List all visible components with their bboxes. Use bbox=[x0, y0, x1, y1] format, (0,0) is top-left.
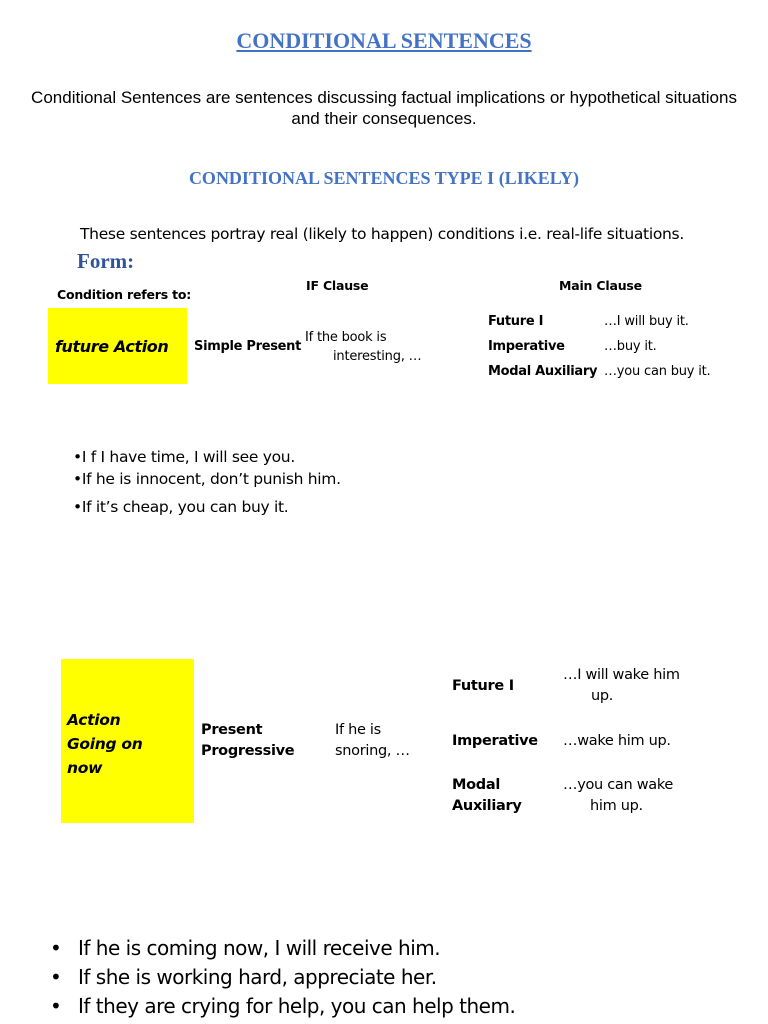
main2-value-modal: …you can wake him up. bbox=[563, 777, 674, 814]
tense-simple-present: Simple Present bbox=[194, 339, 302, 354]
tense-present-progressive: Present Progressive bbox=[201, 722, 295, 759]
main-clause-header: Main Clause bbox=[559, 278, 642, 293]
condition-box-future bbox=[48, 308, 187, 384]
example2-list bbox=[50, 934, 515, 1021]
main-value-modal: …you can buy it. bbox=[604, 364, 711, 379]
condition-action-going-on: Action Going on now bbox=[67, 711, 143, 777]
main-label-modal: Modal Auxiliary bbox=[488, 364, 598, 379]
section-description: These sentences portray real (likely to happen) conditions i.e. real-life situations. bbox=[80, 225, 684, 243]
example-item: •If it’s cheap, you can buy it. bbox=[73, 498, 289, 516]
condition-header: Condition refers to: bbox=[57, 287, 192, 302]
main2-label-imperative: Imperative bbox=[452, 733, 538, 749]
if-clause-header: IF Clause bbox=[306, 278, 369, 293]
intro-paragraph: Conditional Sentences are sentences discussing factual implications or hypothetical situations and their consequences. bbox=[31, 88, 737, 128]
form-label: Form: bbox=[77, 249, 135, 273]
list-item: • If they are crying for help, you can help them. bbox=[50, 994, 516, 1018]
page-title: CONDITIONAL SENTENCES bbox=[236, 28, 532, 53]
main2-value-imperative: …wake him up. bbox=[563, 733, 671, 749]
main-value-future: …I will buy it. bbox=[604, 314, 689, 329]
example-item: •If he is innocent, don’t punish him. bbox=[73, 470, 341, 488]
if-clause-snoring: If he is snoring, … bbox=[335, 722, 410, 759]
if-clause-line1: If the book is bbox=[305, 330, 387, 345]
condition-box-progressive bbox=[61, 659, 194, 823]
if-clause-line2: interesting, … bbox=[333, 349, 422, 364]
main-label-future: Future I bbox=[488, 314, 544, 329]
example-item: •I f I have time, I will see you. bbox=[73, 448, 295, 466]
condition-future-action: future Action bbox=[55, 337, 169, 356]
list-item: • If he is coming now, I will receive him. bbox=[50, 936, 441, 960]
main-label-imperative: Imperative bbox=[488, 339, 565, 354]
section-subtitle: CONDITIONAL SENTENCES TYPE I (LIKELY) bbox=[188, 168, 580, 188]
main2-label-modal: Modal Auxiliary bbox=[452, 777, 522, 814]
main2-label-future: Future I bbox=[452, 678, 514, 694]
main2-value-future: …I will wake him up. bbox=[563, 667, 680, 704]
list-item: • If she is working hard, appreciate her. bbox=[50, 965, 437, 989]
main-value-imperative: …buy it. bbox=[604, 339, 657, 354]
